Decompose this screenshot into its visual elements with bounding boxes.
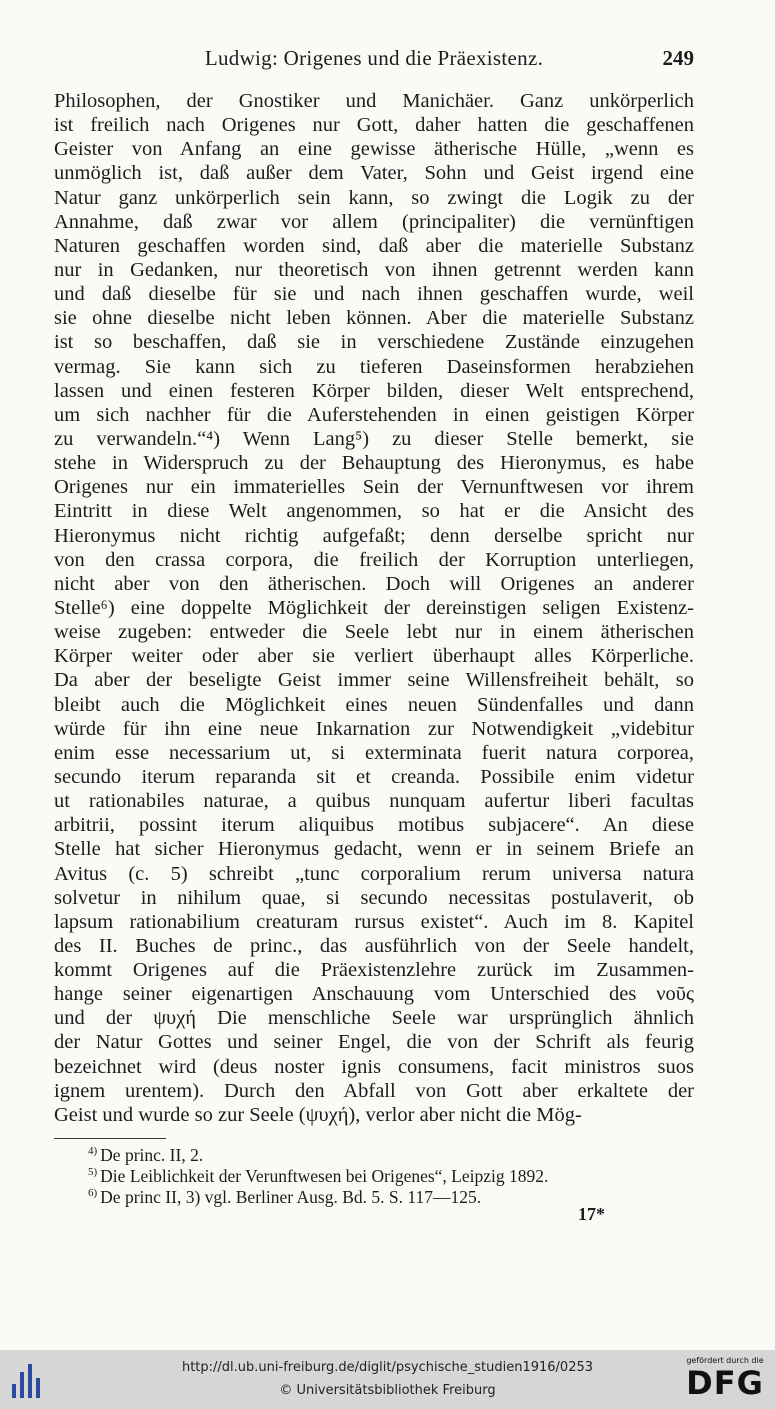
text-line: Stelle hat sicher Hieronymus gedacht, wenn er in seinem Briefe an <box>54 838 694 861</box>
text-line: Da aber der beseligte Geist immer seine Willensfreiheit behält, so <box>54 669 694 692</box>
text-line: ut rationabiles naturae, a quibus nunquam aufertur liberi facultas <box>54 790 694 813</box>
text-line: unmöglich ist, daß außer dem Vater, Sohn und Geist irgend eine <box>54 162 694 185</box>
text-line: lapsum rationabilium creaturam rursus existet“. Auch im 8. Kapitel <box>54 910 694 933</box>
text-line: der Natur Gottes und seiner Engel, die von der Schrift als feurig <box>54 1031 694 1054</box>
text-line: lassen und einen festeren Körper bilden, dieser Welt entsprechend, <box>54 379 694 402</box>
text-line: Avitus (c. 5) schreibt „tunc corporalium rerum universa natura <box>54 862 694 885</box>
footnote-mark: 5) <box>88 1166 98 1178</box>
text-line: bleibt auch die Möglichkeit eines neuen Sündenfalles und dann <box>54 693 694 716</box>
footnote-mark: 4) <box>88 1145 98 1157</box>
text-line: Annahme, daß zwar vor allem (principaliter) die vernünftigen <box>54 210 694 233</box>
text-line: kommt Origenes auf die Präexistenzlehre zurück im Zusammen- <box>54 959 694 982</box>
text-line: ist so beschaffen, daß sie in verschiedene Zustände einzugehen <box>54 331 694 354</box>
footnote-rule <box>54 1138 166 1139</box>
footnotes <box>88 1141 700 1207</box>
text-line: und daß dieselbe für sie und nach ihnen geschaffen wurde, weil <box>54 283 694 306</box>
dfg-logo <box>685 1356 765 1400</box>
text-line: und der ψυχή Die menschliche Seele war ursprünglich ähnlich <box>54 1007 694 1030</box>
text-line: hange seiner eigenartigen Anschauung vom Unterschied des νοῦς <box>54 983 694 1006</box>
text-line: des II. Buches de princ., das ausführlich von der Seele handelt, <box>54 934 694 957</box>
text-line: ignem urentem). Durch den Abfall von Gott aber erkaltete der <box>54 1079 694 1102</box>
text-line: bezeichnet wird (deus noster ignis consumens, facit ministros suos <box>54 1055 694 1078</box>
text-line: vermag. Sie kann sich zu tieferen Daseinsformen herabziehen <box>54 355 694 378</box>
text-line: zu verwandeln.“⁴) Wenn Lang⁵) zu dieser Stelle bemerkt, sie <box>54 427 694 450</box>
text-line: weise zugeben: entweder die Seele lebt nur in einem ätherischen <box>54 621 694 644</box>
permalink-url[interactable]: http://dl.ub.uni-freiburg.de/diglit/psychische_studien1916/0253 <box>181 1360 594 1375</box>
text-line: Geister von Anfang an eine gewisse ätherische Hülle, „wenn es <box>54 138 694 161</box>
page-number: 249 <box>662 46 694 70</box>
text-line: würde für ihn eine neue Inkarnation zur Notwendigkeit „videbitur <box>54 717 694 740</box>
sheet-signature: 17* <box>578 1204 605 1224</box>
library-footer-bar <box>0 1350 775 1409</box>
text-line: Geist und wurde so zur Seele (ψυχή), verlor aber nicht die Mög- <box>54 1103 582 1126</box>
text-line: Eintritt in diese Welt angenommen, so hat er die Ansicht des <box>54 500 694 523</box>
body-text <box>54 89 694 1127</box>
footnote-text: Die Leiblichkeit der Verunftwesen bei Origenes“, Leipzig 1892. <box>100 1165 549 1186</box>
text-line: stehe in Widerspruch zu der Behauptung des Hieronymus, es habe <box>54 452 694 475</box>
text-line: secundo iterum reparanda sit et creanda. Possibile enim videtur <box>54 765 694 788</box>
text-line: von den crassa corpora, die freilich der Korruption unterliegen, <box>54 548 694 571</box>
text-line: um sich nachher für die Auferstehenden in einen geistigen Körper <box>54 403 694 426</box>
copyright-notice: © Universitätsbibliothek Freiburg <box>279 1383 496 1398</box>
text-line: Körper weiter oder aber sie verliert überhaupt alles Körperliche. <box>54 645 694 668</box>
text-line: Stelle⁶) eine doppelte Möglichkeit der dereinstigen seligen Existenz- <box>54 596 694 619</box>
text-line: Natur ganz unkörperlich sein kann, so zwingt die Logik zu der <box>54 186 694 209</box>
text-line: sie ohne dieselbe nicht leben können. Aber die materielle Substanz <box>54 307 694 330</box>
text-line: Philosophen, der Gnostiker und Manichäer. Ganz unkörperlich <box>54 90 694 112</box>
text-line: solvetur in nihilum quae, si secundo necessitas postulaverit, ob <box>54 886 694 909</box>
footnote-mark: 6) <box>88 1187 98 1199</box>
text-line: enim esse necessarium ut, si exterminata fuerit natura corporea, <box>54 741 694 764</box>
funder-note: gefördert durch die <box>686 1356 764 1365</box>
funder-name: DFG <box>686 1364 764 1402</box>
text-line: nur in Gedanken, nur theoretisch von ihnen getrennt werden kann <box>54 258 694 281</box>
footnote <box>88 1141 700 1165</box>
footnote <box>88 1183 700 1207</box>
text-line: ist freilich nach Origenes nur Gott, daher hatten die geschaffenen <box>54 114 694 137</box>
text-line: Naturen geschaffen worden sind, daß aber die materielle Substanz <box>54 234 694 257</box>
footnote <box>88 1162 700 1186</box>
text-line: nicht aber von den ätherischen. Doch will Origenes an anderer <box>54 572 694 595</box>
text-line: Origenes nur ein immaterielles Sein der Vernunftwesen vor ihrem <box>54 476 694 499</box>
footnote-text: De princ. II, 2. <box>100 1144 204 1165</box>
running-title: Ludwig: Origenes und die Präexistenz. <box>204 46 544 70</box>
text-line: arbitrii, possint iterum aliquibus motibus subjacere“. An diese <box>54 814 694 837</box>
footnote-text: De princ II, 3) vgl. Berliner Ausg. Bd. 5. S. 117—125. <box>100 1186 482 1207</box>
text-line: Hieronymus nicht richtig aufgefaßt; denn derselbe spricht nur <box>54 524 694 547</box>
running-header <box>54 46 694 76</box>
